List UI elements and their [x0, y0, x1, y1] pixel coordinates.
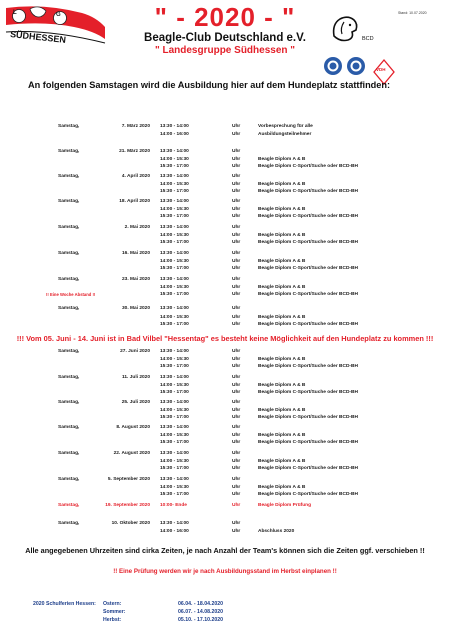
- time-label: 13:30 - 14:00: [160, 174, 189, 179]
- time-label: 13:30 - 14:00: [160, 477, 189, 482]
- desc-label: Beagle Diplom A & B: [258, 433, 306, 438]
- uhr-label: Uhr: [232, 266, 241, 271]
- day-label: Samstag,: [58, 375, 80, 380]
- desc-label: Beagle Diplom A & B: [258, 182, 306, 187]
- desc-label: Vorbesprechung für alle: [258, 124, 313, 129]
- desc-label: Beagle Diplom C-Sport/Suche oder BCD-BH: [258, 415, 358, 420]
- date-label: 2. Mai 2020: [124, 225, 150, 230]
- time-approx-note: Alle angegebenen Uhrzeiten sind cirka Zeiten, je nach Anzahl der Team's können sich die Zeiten ggf. verschieben !!: [25, 546, 425, 555]
- desc-label: Beagle Diplom C-Sport/Suche oder BCD-BH: [258, 492, 358, 497]
- logo-text: SÜDHESSEN: [9, 29, 67, 45]
- desc-label: Beagle Diplom Prüfung: [258, 503, 312, 508]
- time-label: 15:30 - 17:00: [160, 214, 189, 219]
- time-label: 14:00 - 15:30: [160, 207, 189, 212]
- time-label: 14:00 - 16:00: [160, 132, 189, 137]
- uhr-label: Uhr: [232, 529, 241, 534]
- time-label: 13:30 - 14:00: [160, 199, 189, 204]
- exam-autumn-note: !! Eine Prüfung werden wir je nach Ausbildungsstand im Herbst einplanen !!: [113, 568, 337, 575]
- time-label: 15:30 - 17:00: [160, 189, 189, 194]
- uhr-label: Uhr: [232, 477, 241, 482]
- desc-label: Abschluss 2020: [258, 529, 295, 534]
- time-label: 14:00 - 15:30: [160, 259, 189, 264]
- holiday-name: Ostern:: [103, 601, 122, 607]
- time-label: 15:30 - 17:00: [160, 492, 189, 497]
- desc-label: Beagle Diplom A & B: [258, 207, 306, 212]
- uhr-label: Uhr: [232, 306, 241, 311]
- date-label: 16. Mai 2020: [121, 251, 150, 256]
- uhr-label: Uhr: [232, 132, 241, 137]
- uhr-label: Uhr: [232, 349, 241, 354]
- uhr-label: Uhr: [232, 240, 241, 245]
- uhr-label: Uhr: [232, 164, 241, 169]
- desc-label: Beagle Diplom C-Sport/Suche oder BCD-BH: [258, 440, 358, 445]
- time-label: 15:30 - 17:00: [160, 390, 189, 395]
- time-label: 15:30 - 17:00: [160, 415, 189, 420]
- uhr-label: Uhr: [232, 433, 241, 438]
- time-label: 13:30 - 14:00: [160, 375, 189, 380]
- time-label: 13:30 - 14:00: [160, 124, 189, 129]
- time-label: 14:00 - 15:30: [160, 182, 189, 187]
- uhr-label: Uhr: [232, 400, 241, 405]
- logo-letter-g: G: [56, 12, 61, 18]
- desc-label: Beagle Diplom A & B: [258, 485, 306, 490]
- time-label: 14:00 - 15:30: [160, 357, 189, 362]
- uhr-label: Uhr: [232, 233, 241, 238]
- desc-label: Beagle Diplom A & B: [258, 408, 306, 413]
- time-label: 13:30 - 14:00: [160, 451, 189, 456]
- uhr-label: Uhr: [232, 364, 241, 369]
- desc-label: Beagle Diplom C-Sport/Suche oder BCD-BH: [258, 266, 358, 271]
- time-label: 13:30 - 14:00: [160, 149, 189, 154]
- uhr-label: Uhr: [232, 259, 241, 264]
- date-label: 25. Juli 2020: [121, 400, 150, 405]
- date-label: 21. März 2020: [119, 149, 150, 154]
- time-label: 15:30 - 17:00: [160, 322, 189, 327]
- bcd-dog-logo: [330, 14, 382, 46]
- desc-label: Beagle Diplom A & B: [258, 259, 306, 264]
- uhr-label: Uhr: [232, 390, 241, 395]
- date-label: 27. Juni 2020: [120, 349, 150, 354]
- time-label: 14:00 - 15:30: [160, 157, 189, 162]
- uhr-label: Uhr: [232, 182, 241, 187]
- day-label: Samstag,: [58, 521, 80, 526]
- uhr-label: Uhr: [232, 322, 241, 327]
- time-label: 15:30 - 17:00: [160, 440, 189, 445]
- desc-label: Beagle Diplom C-Sport/Suche oder BCD-BH: [258, 364, 358, 369]
- desc-label: Beagle Diplom A & B: [258, 157, 306, 162]
- day-label: Samstag,: [58, 451, 80, 456]
- day-label: Samstag,: [58, 400, 80, 405]
- date-label: 5. September 2020: [107, 477, 150, 482]
- uhr-label: Uhr: [232, 503, 241, 508]
- holiday-range: 05.10. - 17.10.2020: [178, 617, 223, 623]
- time-label: 14:00 - 15:30: [160, 459, 189, 464]
- time-label: 13:30 - 14:00: [160, 277, 189, 282]
- holiday-name: Herbst:: [103, 617, 122, 623]
- desc-label: Beagle Diplom C-Sport/Suche oder BCD-BH: [258, 214, 358, 219]
- desc-label: Beagle Diplom C-Sport/Suche oder BCD-BH: [258, 390, 358, 395]
- holiday-range: 06.04. - 18.04.2020: [178, 601, 223, 607]
- stand-date: Stand: 10.07.2020: [398, 11, 427, 15]
- day-label: Samstag,: [58, 306, 80, 311]
- day-label: Samstag,: [58, 199, 80, 204]
- uhr-label: Uhr: [232, 251, 241, 256]
- hessentag-banner: !!! Vom 05. Juni - 14. Juni ist in Bad Vilbel "Hessentag" es besteht keine Möglichkeit auf den Hundeplatz zu kommen !!!: [16, 334, 434, 343]
- day-label: Samstag,: [58, 503, 80, 508]
- holidays-label: 2020 Schulferien Hessen:: [33, 601, 96, 607]
- uhr-label: Uhr: [232, 292, 241, 297]
- desc-label: Ausbildungsteilnehmer: [258, 132, 312, 137]
- desc-label: Beagle Diplom A & B: [258, 233, 306, 238]
- date-label: 30. Mai 2020: [121, 306, 150, 311]
- uhr-label: Uhr: [232, 225, 241, 230]
- group-name: " Landesgruppe Südhessen ": [154, 45, 296, 56]
- time-label: 15:30 - 17:00: [160, 466, 189, 471]
- time-label: 13:30 - 14:00: [160, 425, 189, 430]
- date-label: 8. August 2020: [116, 425, 150, 430]
- time-label: 15:30 - 17:00: [160, 240, 189, 245]
- uhr-label: Uhr: [232, 285, 241, 290]
- time-label: 14:00 - 15:30: [160, 233, 189, 238]
- desc-label: Beagle Diplom C-Sport/Suche oder BCD-BH: [258, 189, 358, 194]
- uhr-label: Uhr: [232, 451, 241, 456]
- date-label: 7. März 2020: [121, 124, 150, 129]
- uhr-label: Uhr: [232, 440, 241, 445]
- uhr-label: Uhr: [232, 277, 241, 282]
- time-label: 14:00 - 15:30: [160, 485, 189, 490]
- day-label: Samstag,: [58, 225, 80, 230]
- day-label: Samstag,: [58, 477, 80, 482]
- time-label: 13:30 - 14:00: [160, 349, 189, 354]
- desc-label: Beagle Diplom C-Sport/Suche oder BCD-BH: [258, 292, 358, 297]
- desc-label: Beagle Diplom C-Sport/Suche oder BCD-BH: [258, 240, 358, 245]
- desc-label: Beagle Diplom A & B: [258, 315, 306, 320]
- time-label: 14:00 - 15:30: [160, 433, 189, 438]
- time-label: 13:30 - 14:00: [160, 306, 189, 311]
- uhr-label: Uhr: [232, 124, 241, 129]
- day-label: Samstag,: [58, 124, 80, 129]
- uhr-label: Uhr: [232, 425, 241, 430]
- uhr-label: Uhr: [232, 189, 241, 194]
- time-label: 15:30 - 17:00: [160, 292, 189, 297]
- holiday-range: 06.07. - 14.08.2020: [178, 609, 223, 615]
- desc-label: Beagle Diplom C-Sport/Suche oder BCD-BH: [258, 322, 358, 327]
- uhr-label: Uhr: [232, 459, 241, 464]
- uhr-label: Uhr: [232, 315, 241, 320]
- desc-label: Beagle Diplom A & B: [258, 383, 306, 388]
- date-label: 23. Mai 2020: [121, 277, 150, 282]
- uhr-label: Uhr: [232, 207, 241, 212]
- date-label: 11. Juli 2020: [121, 375, 150, 380]
- uhr-label: Uhr: [232, 466, 241, 471]
- time-label: 13:30 - 14:00: [160, 521, 189, 526]
- desc-label: Beagle Diplom A & B: [258, 357, 306, 362]
- day-label: Samstag,: [58, 174, 80, 179]
- club-name: Beagle-Club Deutschland e.V.: [144, 32, 306, 44]
- day-label: Samstag,: [58, 149, 80, 154]
- bcd-text: BCD: [362, 36, 374, 42]
- date-label: 18. April 2020: [119, 199, 150, 204]
- vdh-text: VDH: [376, 67, 386, 72]
- day-label: Samstag,: [58, 251, 80, 256]
- intro-text: An folgenden Samstagen wird die Ausbildung hier auf dem Hundeplatz stattfinden:: [28, 80, 391, 90]
- uhr-label: Uhr: [232, 375, 241, 380]
- uhr-label: Uhr: [232, 357, 241, 362]
- day-label: Samstag,: [58, 425, 80, 430]
- desc-label: Beagle Diplom C-Sport/Suche oder BCD-BH: [258, 164, 358, 169]
- desc-label: Beagle Diplom C-Sport/Suche oder BCD-BH: [258, 466, 358, 471]
- day-label: Samstag,: [58, 349, 80, 354]
- time-label: 13:30 - 14:00: [160, 225, 189, 230]
- time-label: 13:30 - 14:00: [160, 251, 189, 256]
- one-week-note: !! Eine Woche Abstand !!: [46, 292, 96, 297]
- time-label: 14:00 - 15:30: [160, 315, 189, 320]
- time-label: 14:00 - 15:30: [160, 383, 189, 388]
- uhr-label: Uhr: [232, 415, 241, 420]
- holiday-name: Sommer:: [103, 609, 126, 615]
- logo-letter-l: L: [13, 10, 17, 16]
- date-label: 19. September 2020: [105, 503, 150, 508]
- time-label: 10:00- Ende: [160, 503, 187, 508]
- time-label: 15:30 - 17:00: [160, 266, 189, 271]
- uhr-label: Uhr: [232, 174, 241, 179]
- uhr-label: Uhr: [232, 521, 241, 526]
- uhr-label: Uhr: [232, 408, 241, 413]
- uhr-label: Uhr: [232, 149, 241, 154]
- time-label: 15:30 - 17:00: [160, 164, 189, 169]
- time-label: 13:30 - 14:00: [160, 400, 189, 405]
- time-label: 14:00 - 16:00: [160, 529, 189, 534]
- date-label: 22. August 2020: [113, 451, 150, 456]
- uhr-label: Uhr: [232, 485, 241, 490]
- day-label: Samstag,: [58, 277, 80, 282]
- time-label: 14:00 - 15:30: [160, 285, 189, 290]
- time-label: 15:30 - 17:00: [160, 364, 189, 369]
- date-label: 10. Oktober 2020: [111, 521, 150, 526]
- desc-label: Beagle Diplom A & B: [258, 459, 306, 464]
- uhr-label: Uhr: [232, 199, 241, 204]
- uhr-label: Uhr: [232, 157, 241, 162]
- date-label: 4. April 2020: [121, 174, 150, 179]
- desc-label: Beagle Diplom A & B: [258, 285, 306, 290]
- uhr-label: Uhr: [232, 214, 241, 219]
- page-title: " - 2020 - ": [154, 2, 296, 32]
- time-label: 14:00 - 15:30: [160, 408, 189, 413]
- uhr-label: Uhr: [232, 383, 241, 388]
- uhr-label: Uhr: [232, 492, 241, 497]
